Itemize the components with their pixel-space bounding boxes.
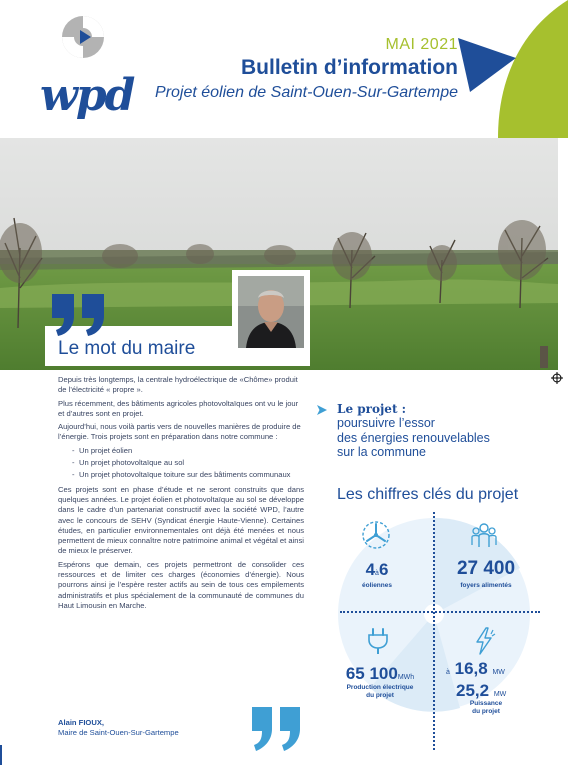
list-item: - Un projet éolien — [72, 445, 133, 455]
mayor-paragraph: Plus récemment, des bâtiments agricoles photovoltaïques ont vu le jour et d’autres sont en projet. — [58, 398, 299, 418]
mayor-paragraph: Aujourd’hui, nous voilà partis vers de nouvelles manières de produire de l’énergie. Trois projets sont en préparation dans notre commune : — [58, 422, 301, 442]
wind-turbine-icon — [361, 520, 391, 550]
bulletin-date: MAI 2021 — [385, 36, 458, 53]
bulletin-title: Bulletin d’information — [241, 56, 458, 79]
logo-wordmark: wpd — [40, 70, 134, 121]
logo-mark-icon — [60, 14, 106, 60]
turbines-label: éoliennes — [362, 582, 392, 589]
key-figures-divider-horizontal — [340, 611, 540, 613]
projet-text — [337, 416, 547, 460]
mayor-paragraph: Espérons que demain, ces projets permettront de consolider ces ressources et de limiter ces charges (économies d’énergie). Nous pourrons ainsi je l’espère rester actifs au sein de tous ces empilements administratifs et plus spécialement de la communauté de communes du Haut Limousin en Marche. — [58, 559, 304, 610]
power-label: Puissance du projet — [469, 700, 503, 715]
registration-mark-icon — [551, 372, 563, 384]
power-figure: à 16,8 MW 25,2 MW — [446, 659, 507, 700]
production-figure: 65 100MWh — [345, 664, 415, 683]
plug-icon — [363, 626, 393, 656]
signature-name: Alain FIOUX, — [58, 718, 104, 727]
turbines-figure: 4à6 — [365, 560, 389, 579]
list-item: - Un projet photovoltaïque toiture sur des bâtiments communaux — [72, 470, 291, 480]
mayor-paragraph: Depuis très longtemps, la centrale hydroélectrique de «Chôme» produit de l’électricité « propre ». — [58, 375, 298, 395]
mayor-portrait — [238, 276, 304, 348]
signature-role: Maire de Saint-Ouen-Sur-Gartempe — [58, 728, 179, 737]
bulletin-subtitle: Projet éolien de Saint-Ouen-Sur-Gartempe — [155, 84, 458, 101]
projet-label: Le projet : — [337, 402, 407, 416]
production-label: Production électrique du projet — [346, 684, 414, 699]
lightning-icon — [469, 626, 499, 656]
key-figures-divider-vertical — [433, 512, 435, 750]
mayor-portrait-frame — [232, 270, 310, 354]
page-edge-mark — [0, 745, 2, 765]
list-item: - Un projet photovoltaïque au sol — [72, 458, 185, 468]
key-figures-title: Les chiffres clés du projet — [337, 486, 519, 503]
close-quote-icon — [250, 707, 302, 751]
households-figure: 27 400 — [456, 558, 516, 579]
open-quote-icon — [50, 292, 106, 336]
mayor-paragraph: Ces projets sont en phase d’étude et ne seront construits que dans quelques années. Le projet éolien et photovoltaïque au sol se développe dans le cadre d’un partenariat constructif avec la société WPD, l’autre avec le concours de SEHV (Syndicat énergie Haute-Vienne). Certaines études, en particulier environnementales ont déjà été menées et nous permettent de mieux connaître notre patrimoine animal et végétal et ainsi de mieux le préserver. — [58, 484, 304, 556]
arrow-right-icon — [316, 404, 328, 416]
projet-line: sur la commune — [337, 445, 426, 459]
mayor-signature — [58, 718, 179, 738]
wpd-logo — [40, 14, 134, 121]
projet-line: des énergies renouvelables — [337, 430, 490, 445]
households-label: foyers alimentés — [460, 582, 512, 589]
mayor-heading: Le mot du maire — [58, 338, 196, 359]
projet-line: poursuivre l’essor — [337, 416, 435, 430]
project-list — [72, 446, 304, 481]
mayor-text — [58, 375, 304, 614]
people-icon — [469, 520, 499, 550]
corner-decoration — [458, 0, 568, 138]
